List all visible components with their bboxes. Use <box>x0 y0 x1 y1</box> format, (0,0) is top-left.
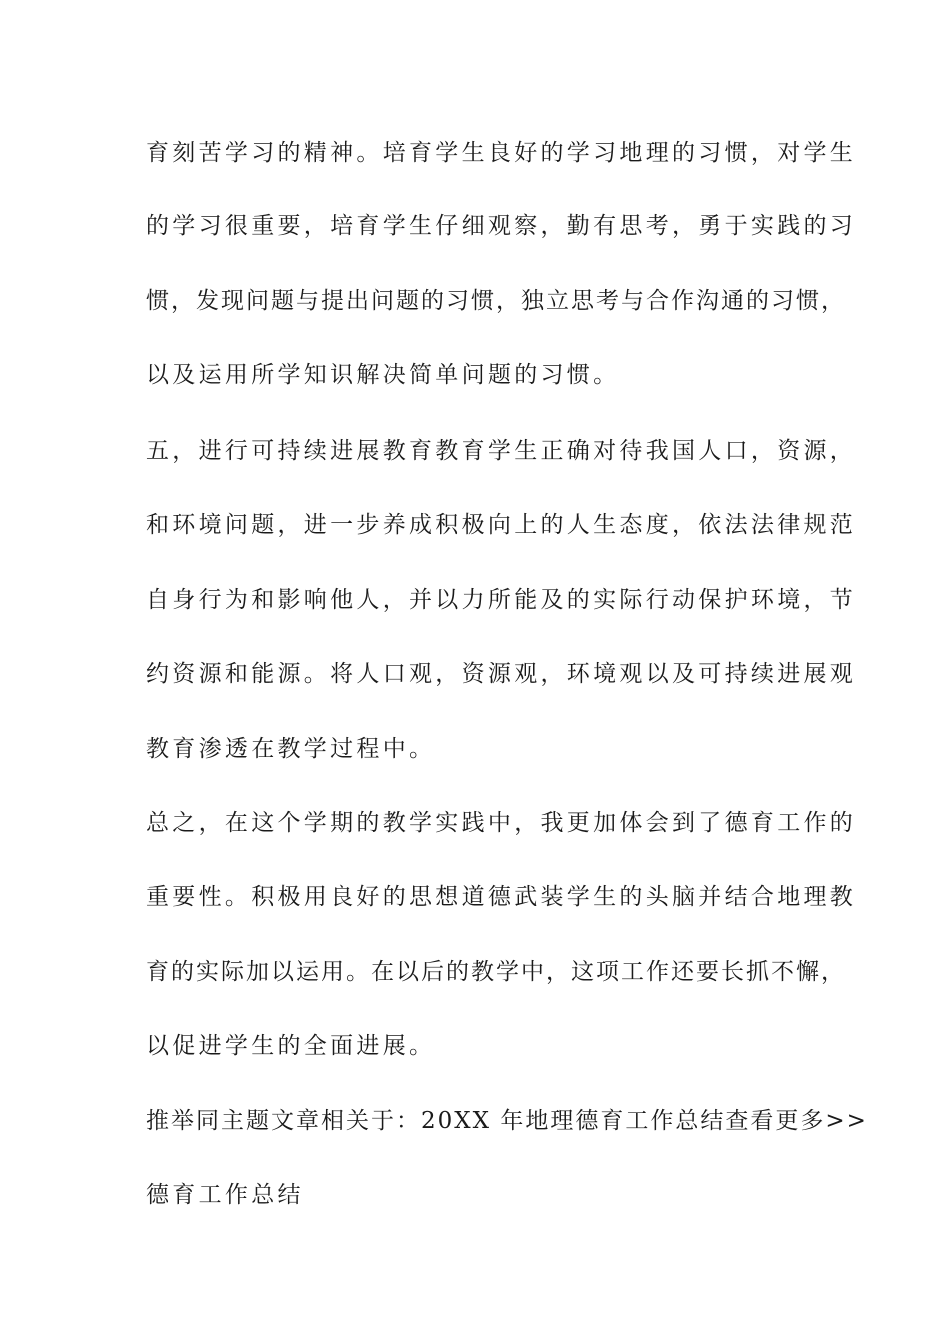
paragraph-line: 和环境问题，进一步养成积极向上的人生态度，依法法律规范 <box>146 512 857 538</box>
related-article-title[interactable]: 德育工作总结 <box>146 1182 304 1208</box>
paragraph-line: 约资源和能源。将人口观，资源观，环境观以及可持续进展观 <box>146 661 857 687</box>
paragraph-line: 自身行为和影响他人，并以力所能及的实际行动保护环境，节 <box>146 587 857 613</box>
paragraph-line: 育的实际加以运用。在以后的教学中，这项工作还要长抓不懈， <box>146 959 846 985</box>
related-articles-link[interactable]: 推举同主题文章相关于：20XX 年地理德育工作总结查看更多>> <box>146 1108 868 1134</box>
paragraph-line: 以及运用所学知识解决简单问题的习惯。 <box>146 362 620 388</box>
paragraph-line: 的学习很重要，培育学生仔细观察，勤有思考，勇于实践的习 <box>146 213 857 239</box>
paragraph-line: 惯，发现问题与提出问题的习惯，独立思考与合作沟通的习惯， <box>146 288 846 314</box>
paragraph-line: 教育渗透在教学过程中。 <box>146 736 436 762</box>
paragraph-line: 以促进学生的全面进展。 <box>146 1033 436 1059</box>
paragraph-line: 五，进行可持续进展教育教育学生正确对待我国人口，资源， <box>146 438 857 464</box>
paragraph-line: 总之，在这个学期的教学实践中，我更加体会到了德育工作的 <box>146 810 857 836</box>
paragraph-line: 重要性。积极用良好的思想道德武装学生的头脑并结合地理教 <box>146 884 857 910</box>
paragraph-line: 育刻苦学习的精神。培育学生良好的学习地理的习惯，对学生 <box>146 140 857 166</box>
